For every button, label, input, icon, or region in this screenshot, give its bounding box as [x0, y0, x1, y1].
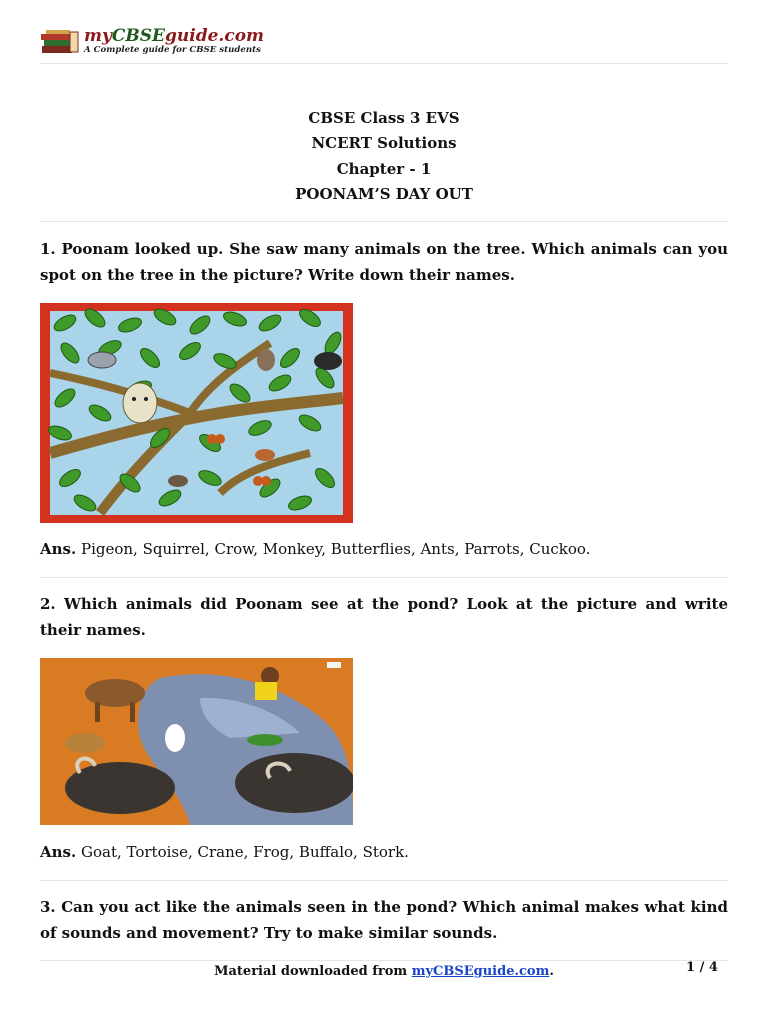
- books-logo-icon: [40, 28, 80, 56]
- question-1: 1. Poonam looked up. She saw many animals on the tree. Which animals can you spot on the tree in the picture? Write down their names.: [40, 240, 728, 284]
- site-logo[interactable]: [40, 26, 265, 60]
- footer-note: [0, 964, 768, 979]
- section-divider: [40, 221, 728, 222]
- question-2: 2. Which animals did Poonam see at the pond? Look at the picture and write their names.: [40, 595, 728, 639]
- answer-2-label: Ans.: [40, 843, 77, 861]
- section-divider: [40, 880, 728, 881]
- answer-2: [40, 842, 728, 862]
- footer-suffix: .: [549, 964, 554, 979]
- section-divider: [40, 577, 728, 578]
- logo-title: myCBSEguide.com: [84, 26, 265, 46]
- footer-divider: [40, 960, 728, 961]
- answer-1: [40, 539, 728, 559]
- chapter-number: Chapter - 1: [336, 160, 432, 178]
- answer-1-label: Ans.: [40, 540, 77, 558]
- answer-1-text: Pigeon, Squirrel, Crow, Monkey, Butterflies, Ants, Parrots, Cuckoo.: [76, 540, 591, 558]
- answer-2-text: Goat, Tortoise, Crane, Frog, Buffalo, Stork.: [76, 843, 409, 861]
- pond-animals-picture: [40, 658, 353, 825]
- subject-title: CBSE Class 3 EVS: [308, 109, 460, 127]
- chapter-title: POONAM’S DAY OUT: [295, 185, 473, 203]
- footer-site-link[interactable]: myCBSEguide.com: [411, 964, 550, 979]
- header-divider: [40, 63, 728, 64]
- logo-tagline: A Complete guide for CBSE students: [84, 45, 261, 55]
- footer-prefix: Material downloaded from: [214, 964, 412, 979]
- page-number: 1 / 4: [686, 960, 718, 975]
- question-3: 3. Can you act like the animals seen in the pond? Which animal makes what kind of sounds and movement? Try to make similar sounds.: [40, 898, 728, 942]
- solutions-title: NCERT Solutions: [311, 134, 457, 152]
- tree-animals-picture: [40, 303, 353, 523]
